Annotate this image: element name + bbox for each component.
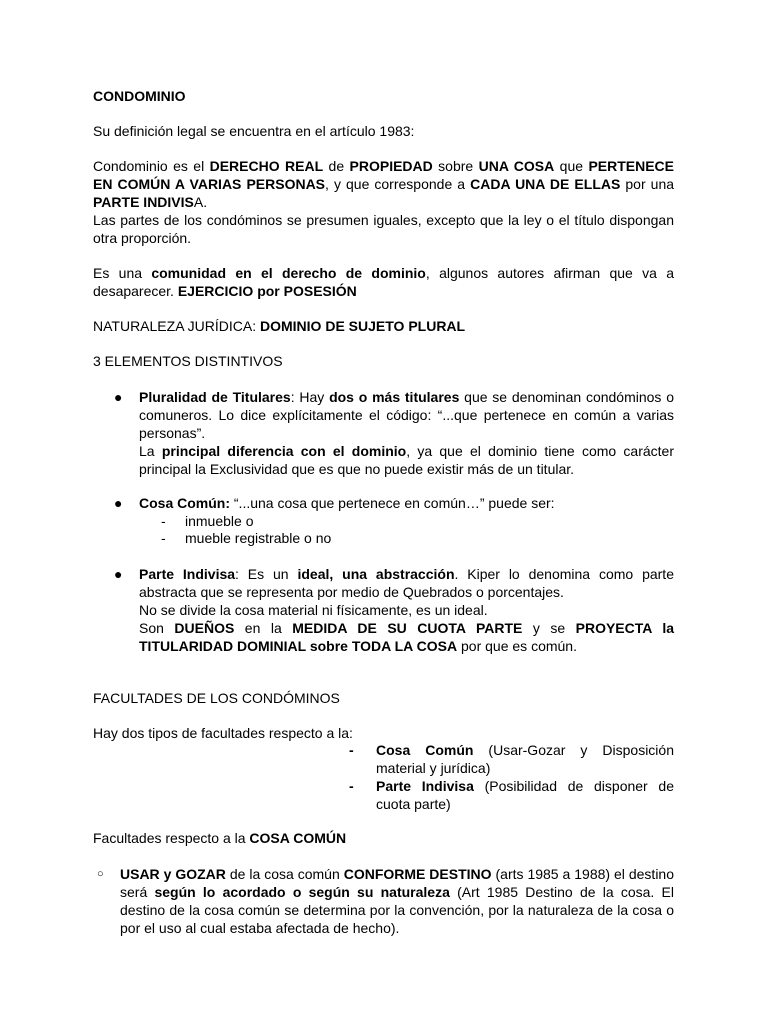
dash-icon: - [161, 530, 166, 546]
definition-line2: Las partes de los condóminos se presumen iguales, excepto que la ley o el título dispongan otra proporción. [93, 212, 674, 246]
definition-paragraph: Condominio es el DERECHO REAL de PROPIEDAD sobre UNA COSA que PERTENECE EN COMÚN A VARIAS PERSONAS, y que corresponde a CADA UNA DE ELLAS por una PARTE INDIVISA. Las partes de los condóminos se presumen iguales, excepto que la ley o el título dispongan otra proporción. [93, 158, 675, 246]
document-title: CONDOMINIO [93, 88, 186, 104]
bullet-icon: ● [114, 566, 123, 582]
naturaleza-juridica: NATURALEZA JURÍDICA: DOMINIO DE SUJETO PLURAL [93, 318, 466, 334]
dash-icon: - [161, 513, 166, 529]
bullet-icon: ● [114, 495, 123, 511]
dash-icon: - [349, 778, 354, 794]
elemento-pluralidad-text: Pluralidad de Titulares: Hay dos o más titulares que se denominan condóminos o comuneros. Lo dice explícitamente el código: “...que pertenece en común a varias personas”. La principal diferencia con el dominio, ya que el dominio tiene como carácter principal la Exclusividad que es que no puede existir más de un titular. [139, 389, 675, 477]
cosa-comun-heading: Facultades respecto a la COSA COMÚN [93, 830, 347, 846]
circle-bullet-icon: ○ [97, 868, 104, 880]
usar-gozar-text: USAR y GOZAR de la cosa común CONFORME DESTINO (arts 1985 a 1988) el destino será según lo acordado o según su naturaleza (Art 1985 Destino de la cosa. El destino de la cosa común se determina por la convención, por la naturaleza de la cosa o por el uso al cual estaba afectada de hecho). [120, 866, 674, 936]
bullet-icon: ● [114, 389, 123, 405]
elemento-cosa-comun-text: Cosa Común: “...una cosa que pertenece en común…” puede ser: [139, 495, 555, 511]
facultades-heading: FACULTADES DE LOS CONDÓMINOS [93, 690, 340, 706]
dash-icon: - [349, 742, 354, 758]
elementos-heading: 3 ELEMENTOS DISTINTIVOS [93, 353, 283, 369]
elemento-parte-indivisa-text: Parte Indivisa: Es un ideal, una abstracción. Kiper lo denomina como parte abstracta que se representa por medio de Quebrados o porcentajes. No se divide la cosa material ni físicamente, es un ideal. Son DUEÑOS en la MEDIDA DE SU CUOTA PARTE y se PROYECTA la TITULARIDAD DOMINIAL sobre TODA LA COSA por que es común. [139, 566, 675, 654]
facultades-intro: Hay dos tipos de facultades respecto a la: [93, 725, 353, 741]
comunidad-paragraph: Es una comunidad en el derecho de dominio, algunos autores afirman que va a desaparecer. EJERCICIO por POSESIÓN [93, 265, 675, 299]
intro-text: Su definición legal se encuentra en el artículo 1983: [93, 123, 415, 139]
